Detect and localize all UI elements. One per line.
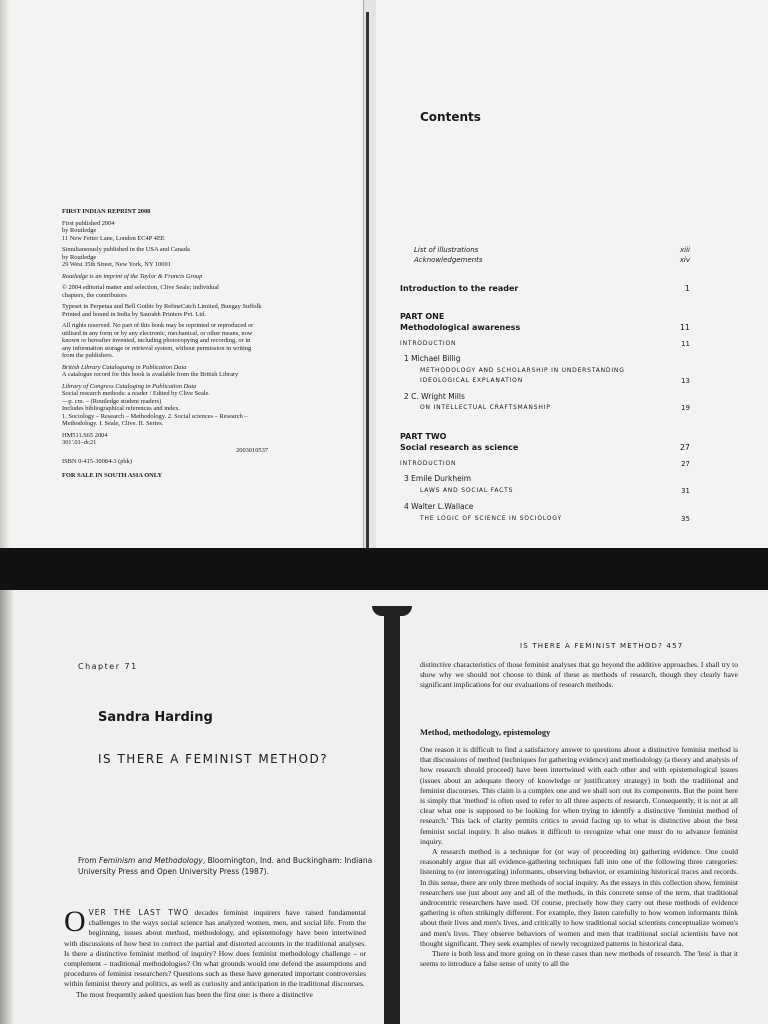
toc-label: INTRODUCTION <box>400 340 457 347</box>
rights-line: from the publishers. <box>62 352 114 359</box>
section-heading: Method, methodology, epistemology <box>420 727 551 737</box>
copyright-notice <box>62 284 352 299</box>
loc-line: Methodology. I. Seale, Clive. II. Series. <box>62 420 164 427</box>
toc-page: 35 <box>681 515 690 523</box>
toc-page: 1 <box>684 284 690 293</box>
toc-page: 27 <box>681 460 690 468</box>
toc-label: LAWS AND SOCIAL FACTS <box>420 487 514 494</box>
toc-page: xiv <box>679 256 690 264</box>
toc-row <box>400 460 690 467</box>
toc-row <box>400 246 690 254</box>
toc-label: THE LOGIC OF SCIENCE IN SOCIOLOGY <box>420 515 562 522</box>
typeset-block <box>62 303 352 318</box>
simultaneous-line: Simultaneously published in the USA and Canada <box>62 246 190 253</box>
rights-block <box>62 322 352 360</box>
reprint-line: FIRST INDIAN REPRINT 2008 <box>62 208 151 215</box>
toc-label: ON INTELLECTUAL CRAFTSMANSHIP <box>420 404 551 411</box>
toc-row <box>400 502 694 511</box>
source-publisher: , Bloomington, Ind. and Buckingham: Indiana University Press and Open University Press (1987). <box>78 856 373 876</box>
copyright-block <box>62 208 352 483</box>
toc-label: 4 Walter L.Wallace <box>404 502 474 511</box>
paragraph: There is both less and more going on in these cases than new methods of research. The 'less' is that it seems to introduce a false sense of unity to all the <box>420 949 738 969</box>
published-line: 11 New Fetter Lane, London EC4P 4EE <box>62 234 165 242</box>
page-edge-shadow <box>0 590 14 1024</box>
drop-cap: O <box>64 905 86 938</box>
classification-line: HM511.S65 2004 <box>62 431 108 439</box>
opening-paragraph: decades feminist inquirers have raised fundamental challenges to the ways social science has analyzed women, men, and social life. From the beginning, issues about method, methodology, and epistemology have been intertwined with discussions of how best to correct the partial and distorted accounts in the traditional analyses. Is there a distinctive feminist method of inquiry? How does feminist methodology challenge – or complement – traditional methodologies? On what grounds would one defend the assumptions and procedures of feminist researchers? Questions such as these have generated important controversies within feminist theory and politics, as well as curiosity and anticipation in the traditional discourses. <box>64 908 366 989</box>
toc-page: 11 <box>681 340 690 348</box>
loc-line: Library of Congress Cataloging in Publication Data <box>62 382 197 390</box>
toc-page: xiii <box>680 246 690 254</box>
isbn-line: ISBN 0-415-30084-3 (pbk) <box>62 458 132 465</box>
toc-page: 31 <box>681 487 690 495</box>
running-head: IS THERE A FEMINIST METHOD? 457 <box>520 642 684 650</box>
loc-block <box>62 383 352 428</box>
lead-in-caps: VER THE LAST TWO <box>88 908 190 917</box>
scan-gap-band <box>0 548 768 592</box>
rights-line: any information storage or retrieval system, without permission in writing <box>62 344 252 352</box>
source-note <box>78 855 378 877</box>
toc-row <box>400 256 690 264</box>
toc-row <box>400 487 690 494</box>
sale-line: FOR SALE IN SOUTH ASIA ONLY <box>62 471 163 479</box>
loc-line: Social research methods: a reader / Edited by Clive Seale. <box>62 390 210 397</box>
published-block <box>62 220 352 243</box>
spine-line <box>366 12 369 572</box>
book-spine <box>363 0 376 585</box>
british-line: British Library Cataloguing in Publication Data <box>62 363 187 371</box>
toc-label: Introduction to the reader <box>400 284 519 293</box>
classification-block <box>62 432 352 455</box>
chapter-author: Sandra Harding <box>98 710 213 725</box>
loc-line: —p. cm. – (Routledge student readers) <box>62 397 162 405</box>
chapter-title: IS THERE A FEMINIST METHOD? <box>98 752 329 766</box>
chapter-label: Chapter 71 <box>78 662 138 671</box>
toc-row <box>400 377 690 384</box>
classification-line: 301'.01–dc21 <box>62 439 97 446</box>
toc-row <box>400 284 690 293</box>
toc-row <box>400 340 690 347</box>
toc-label: Social research as science <box>400 443 519 452</box>
toc-label: Methodological awareness <box>400 323 521 332</box>
toc-page: 13 <box>681 377 690 385</box>
simultaneous-block <box>62 246 352 269</box>
page-edge-shadow <box>0 0 10 585</box>
toc-page: 11 <box>679 323 690 332</box>
toc-row <box>400 323 690 332</box>
toc-label: PART TWO <box>400 432 447 441</box>
book-spine <box>384 610 400 1024</box>
simultaneous-line: 29 West 35th Street, New York, NY 10001 <box>62 261 171 268</box>
toc-label: Acknowledgements <box>414 256 483 264</box>
british-line: A catalogue record for this book is available from the British Library <box>62 371 239 378</box>
toc-row <box>400 432 690 441</box>
contents-title: Contents <box>420 110 481 124</box>
toc-row <box>400 392 694 401</box>
source-prefix: From <box>78 856 99 865</box>
control-number: 2003010537 <box>236 446 268 454</box>
toc-row <box>400 515 690 522</box>
loc-line: 1. Sociology – Research – Methodology. 2. Social sciences – Research – <box>62 412 248 420</box>
toc-label: 1 Michael Billig <box>404 354 461 363</box>
rights-line: known or hereafter invented, including photocopying and recording, or in <box>62 337 251 344</box>
toc-label: IDEOLOGICAL EXPLANATION <box>420 377 523 384</box>
toc-page: 27 <box>679 443 690 452</box>
toc-label: PART ONE <box>400 312 445 321</box>
paragraph: A research method is a technique for (or way of proceeding in) gathering evidence. One could reasonably argue that all evidence-gathering techniques fall into one of the following three categories: listening to (or interrogating) informants, observing behavior, or examining historical traces and records. In this sense, there are only three methods of social inquiry. As the essays in this collection show, feminist researchers use just about any and all of the methods, in this concrete sense of the term, that traditional androcentric researchers have used. Of course, precisely how they carry out these methods of evidence gathering is often strikingly different. For example, they listen carefully to how women informants think about their lives and men's lives, and critically to how traditional social scientists conceptualize women's and men's lives. They observe behaviors of women and men that traditional social scientists have not thought significant. They seek examples of newly recognized patterns in historical data. <box>420 847 738 948</box>
toc-label: 2 C. Wright Mills <box>404 392 465 401</box>
typeset-line: Printed and bound in India by Saurabh Printers Pvt. Ltd. <box>62 310 206 318</box>
british-library-block <box>62 364 352 379</box>
typeset-line: Typeset in Perpetua and Bell Gothic by RefineCatch Limited, Bungay Suffolk <box>62 303 262 310</box>
rights-line: utilised in any form or by any electronic, mechanical, or other means, now <box>62 329 253 337</box>
toc-row <box>400 474 694 483</box>
toc-row <box>400 354 694 363</box>
toc-page: 19 <box>681 404 690 412</box>
paragraph: distinctive characteristics of those feminist analyses that go beyond the additive approaches. I shall try to show why we should not choose to think of these as methods of research, though they clearly have significant implications for our evaluations of research methods. <box>420 660 738 690</box>
section-body <box>420 745 738 969</box>
toc-label: METHODOLOGY AND SCHOLARSHIP IN UNDERSTANDING <box>420 367 625 374</box>
rights-line: All rights reserved. No part of this book may be reprinted or reproduced or <box>62 322 254 329</box>
paragraph: One reason it is difficult to find a satisfactory answer to questions about a distinctive feminist method is that discussions of method (techniques for gathering evidence) and methodology (a theory and analysis of how research should proceed) have been intertwined with each other and with epistemological issues (issues about an adequate theory of knowledge or justificatory strategy) in both the traditional and feminist discourses. This claim is a complex one and we shall sort out its components. But the point here is simply that 'method' is often used to refer to all three aspects of research. Consequently, it is not at all clear what one is supposed to be looking for when trying to identify a distinctive 'feminist method of research.' This lack of clarity permits critics to avoid facing up to what is distinctive about the best feminist social inquiry. It also makes it difficult to recognize what one must do to advance feminist inquiry. <box>420 745 738 846</box>
loc-line: Includes bibliographical references and index. <box>62 405 180 412</box>
copyright-line: chapters, the contributors <box>62 291 127 299</box>
toc-row <box>400 367 690 374</box>
published-line: First published 2004 <box>62 219 115 227</box>
imprint-line: Routledge is an imprint of the Taylor & Francis Group <box>62 272 203 280</box>
second-paragraph: The most frequently asked question has been the first one: is there a distinctive <box>76 989 313 999</box>
toc-label: INTRODUCTION <box>400 460 457 467</box>
toc-label: 3 Emile Durkheim <box>404 474 472 483</box>
continued-paragraph <box>420 660 738 691</box>
copyright-line: © 2004 editorial matter and selection, Clive Seale; individual <box>62 284 219 291</box>
toc-row <box>400 404 690 411</box>
toc-label: List of illustrations <box>414 246 479 254</box>
toc-row <box>400 312 690 321</box>
published-line: by Routledge <box>62 227 97 234</box>
toc-row <box>400 443 690 452</box>
source-book-title: Feminism and Methodology <box>98 856 203 865</box>
simultaneous-line: by Routledge <box>62 253 97 261</box>
chapter-opening-text <box>64 905 366 1000</box>
